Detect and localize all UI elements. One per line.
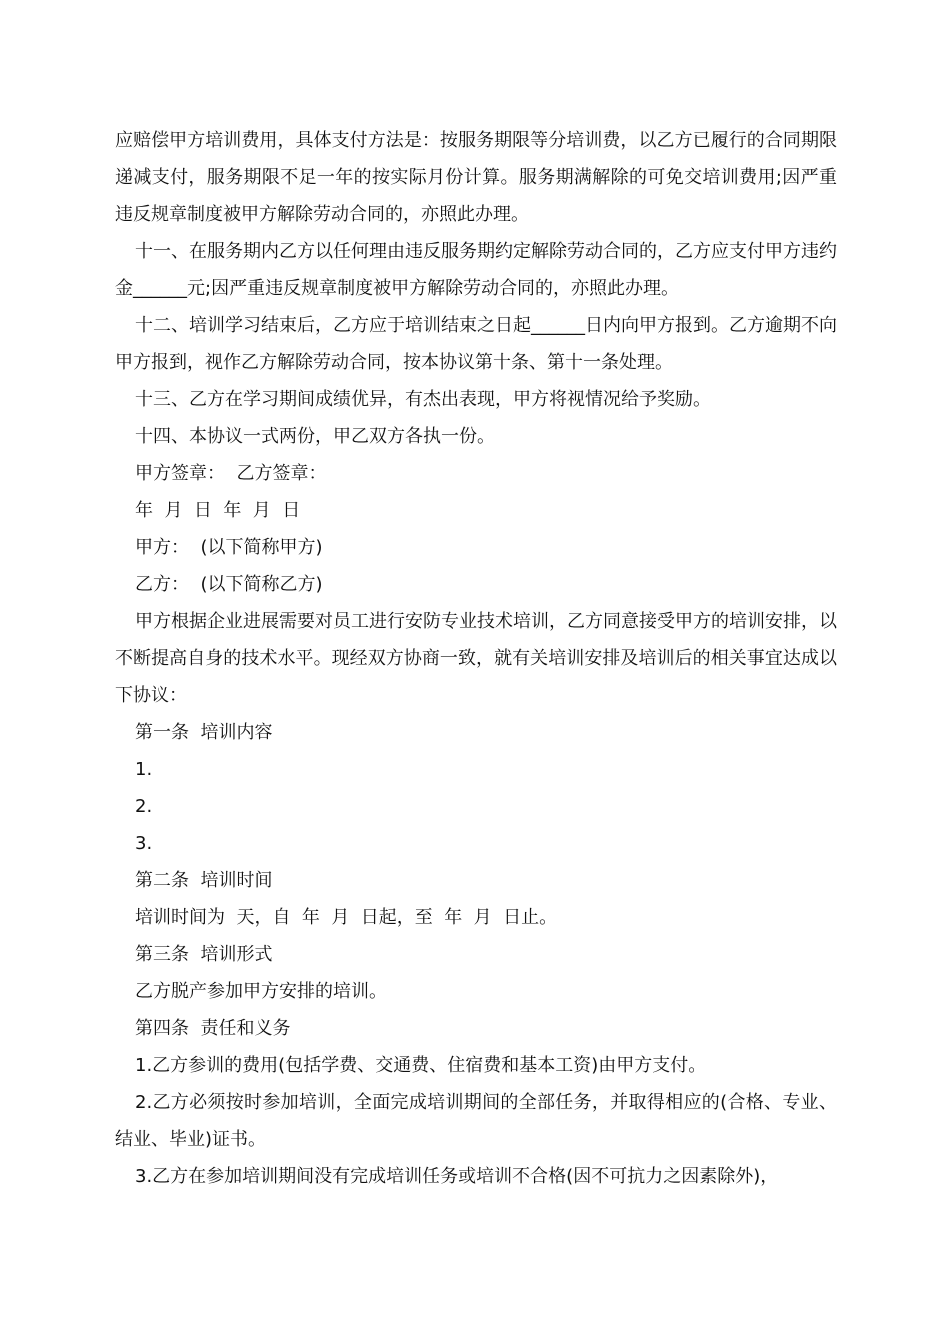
paragraph-clause-11: 十一、在服务期内乙方以任何理由违反服务期约定解除劳动合同的，乙方应支付甲方违约金______元;因严重违反规章制度被甲方解除劳动合同的，亦照此办理。 [115,241,837,299]
party-a-line: 甲方： (以下简称甲方) [135,537,323,558]
article-1-item-3: 3. [135,833,153,854]
signature-line: 甲方签章： 乙方签章： [135,463,327,484]
article-4-heading: 第四条 责任和义务 [135,1018,291,1039]
article-2-heading: 第二条 培训时间 [135,870,273,891]
article-2-training-time: 培训时间为 天，自 年 月 日起，至 年 月 日止。 [135,907,558,928]
paragraph-clause-12: 十二、培训学习结束后，乙方应于培训结束之日起______日内向甲方报到。乙方逾期不向甲方报到，视作乙方解除劳动合同，按本协议第十条、第十一条处理。 [115,315,837,373]
article-1-item-2: 2. [135,796,153,817]
article-3-training-form: 乙方脱产参加甲方安排的培训。 [135,981,387,1002]
date-line: 年 月 日 年 月 日 [135,500,301,521]
article-4-item-2: 2.乙方必须按时参加培训，全面完成培训期间的全部任务，并取得相应的(合格、专业、结业、毕业)证书。 [115,1092,837,1150]
paragraph-agreement-intro: 甲方根据企业进展需要对员工进行安防专业技术培训，乙方同意接受甲方的培训安排，以不断提高自身的技术水平。现经双方协商一致，就有关培训安排及培训后的相关事宜达成以下协议： [115,611,837,706]
article-3-heading: 第三条 培训形式 [135,944,273,965]
article-4-item-1: 1.乙方参训的费用(包括学费、交通费、住宿费和基本工资)由甲方支付。 [135,1055,707,1076]
article-4-item-3: 3.乙方在参加培训期间没有完成培训任务或培训不合格(因不可抗力之因素除外)， [135,1166,779,1187]
article-1-heading: 第一条 培训内容 [135,722,273,743]
paragraph-clause-13: 十三、乙方在学习期间成绩优异，有杰出表现，甲方将视情况给予奖励。 [135,389,711,410]
article-1-item-1: 1. [135,759,153,780]
party-b-line: 乙方： (以下简称乙方) [135,574,323,595]
paragraph-clause-14: 十四、本协议一式两份，甲乙双方各执一份。 [135,426,495,447]
paragraph-training-fee-repayment: 应赔偿甲方培训费用，具体支付方法是：按服务期限等分培训费，以乙方已履行的合同期限递减支付，服务期限不足一年的按实际月份计算。服务期满解除的可免交培训费用;因严重违反规章制度被甲方解除劳动合同的，亦照此办理。 [115,130,837,225]
document-body [115,122,837,1195]
